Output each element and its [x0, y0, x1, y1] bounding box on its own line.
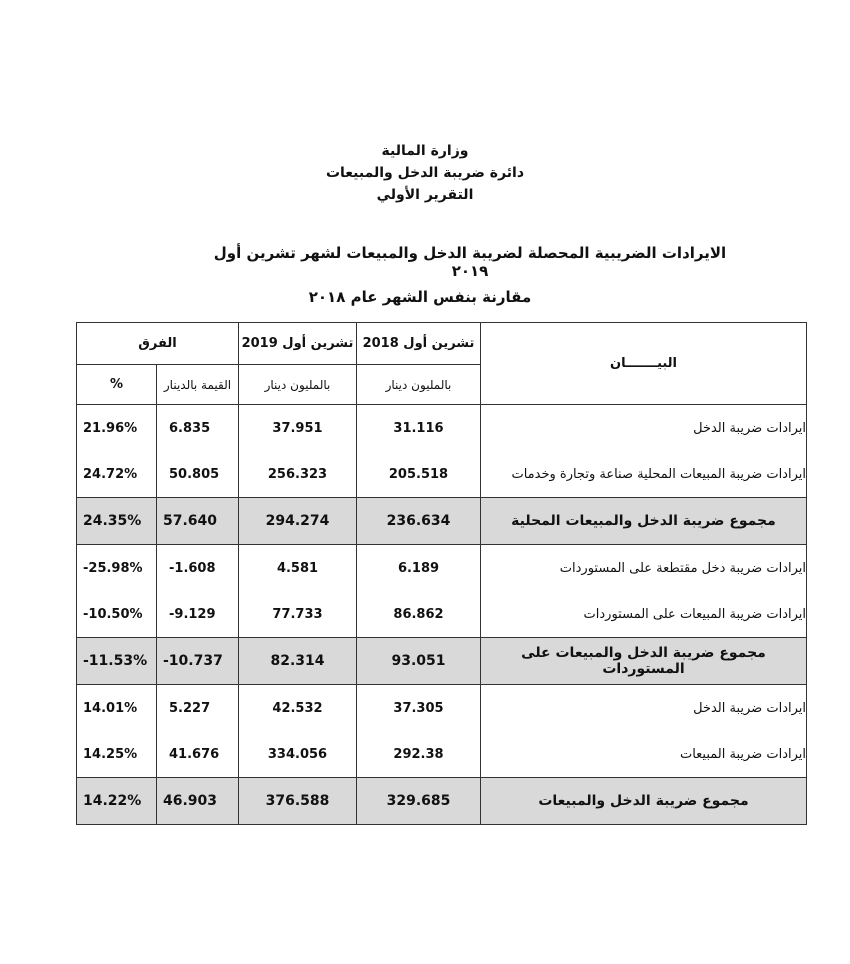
oct2018-unit: بالمليون دينار	[357, 365, 481, 405]
percent-header: %	[77, 365, 157, 405]
report-subtitle: مقارنة بنفس الشهر عام ٢٠١٨	[308, 288, 532, 306]
ministry-name: وزارة المالية	[381, 143, 469, 159]
difference-cell: 5.227	[157, 685, 239, 732]
table-row	[77, 591, 807, 638]
percent-cell: 24.72%	[77, 451, 157, 498]
difference-cell: 41.676	[157, 731, 239, 778]
difference-cell: 46.903	[157, 778, 239, 825]
oct2019-cell: 256.323	[239, 451, 357, 498]
percent-cell: 14.22%	[77, 778, 157, 825]
report-title: الايرادات الضريبية المحصلة لضريبة الدخل والمبيعات لشهر تشرين أول ٢٠١٩	[213, 244, 727, 280]
percent-cell: 14.25%	[77, 731, 157, 778]
report-label: التقرير الأولي	[376, 187, 474, 203]
description-cell: مجموع ضريبة الدخل والمبيعات المحلية	[481, 498, 807, 545]
oct2018-cell: 292.38	[357, 731, 481, 778]
table-row	[77, 451, 807, 498]
oct2018-cell: 236.634	[357, 498, 481, 545]
total-row	[77, 498, 807, 545]
oct2019-cell: 4.581	[239, 545, 357, 592]
total-row	[77, 638, 807, 685]
table-row	[77, 405, 807, 452]
oct2018-cell: 37.305	[357, 685, 481, 732]
value-header: القيمة بالدينار	[157, 365, 239, 405]
department-name: دائرة ضريبة الدخل والمبيعات	[325, 165, 525, 181]
oct2019-cell: 42.532	[239, 685, 357, 732]
table-row	[77, 731, 807, 778]
oct2018-cell: 93.051	[357, 638, 481, 685]
oct2019-cell: 82.314	[239, 638, 357, 685]
table-row	[77, 545, 807, 592]
difference-header: الفرق	[77, 323, 239, 365]
percent-cell: 14.01%	[77, 685, 157, 732]
description-cell: ايرادات ضريبة الدخل	[481, 405, 807, 452]
revenue-table	[76, 322, 807, 825]
percent-cell: -11.53%	[77, 638, 157, 685]
table-row	[77, 685, 807, 732]
description-cell: ايرادات ضريبة المبيعات	[481, 731, 807, 778]
oct2018-cell: 86.862	[357, 591, 481, 638]
oct2019-cell: 77.733	[239, 591, 357, 638]
oct2018-cell: 31.116	[357, 405, 481, 452]
total-row	[77, 778, 807, 825]
difference-cell: 6.835	[157, 405, 239, 452]
percent-cell: -10.50%	[77, 591, 157, 638]
oct2019-cell: 334.056	[239, 731, 357, 778]
document-header	[0, 140, 850, 206]
difference-cell: 57.640	[157, 498, 239, 545]
oct2019-cell: 294.274	[239, 498, 357, 545]
oct2019-cell: 37.951	[239, 405, 357, 452]
oct2018-header: تشرين أول 2018	[357, 323, 481, 365]
oct2018-cell: 205.518	[357, 451, 481, 498]
difference-cell: -1.608	[157, 545, 239, 592]
description-cell: مجموع ضريبة الدخل والمبيعات	[481, 778, 807, 825]
oct2019-cell: 376.588	[239, 778, 357, 825]
percent-cell: -25.98%	[77, 545, 157, 592]
oct2018-cell: 329.685	[357, 778, 481, 825]
description-cell: ايرادات ضريبة المبيعات المحلية صناعة وتجارة وخدمات	[481, 451, 807, 498]
percent-cell: 24.35%	[77, 498, 157, 545]
description-cell: ايرادات ضريبة المبيعات على المستوردات	[481, 591, 807, 638]
difference-cell: -10.737	[157, 638, 239, 685]
description-cell: مجموع ضريبة الدخل والمبيعات على المستوردات	[481, 638, 807, 685]
description-header: البيـــــــان	[481, 323, 807, 405]
description-cell: ايرادات ضريبة دخل مقتطعة على المستوردات	[481, 545, 807, 592]
difference-cell: 50.805	[157, 451, 239, 498]
difference-cell: -9.129	[157, 591, 239, 638]
oct2019-unit: بالمليون دينار	[239, 365, 357, 405]
percent-cell: 21.96%	[77, 405, 157, 452]
oct2019-header: تشرين أول 2019	[239, 323, 357, 365]
oct2018-cell: 6.189	[357, 545, 481, 592]
description-cell: ايرادات ضريبة الدخل	[481, 685, 807, 732]
